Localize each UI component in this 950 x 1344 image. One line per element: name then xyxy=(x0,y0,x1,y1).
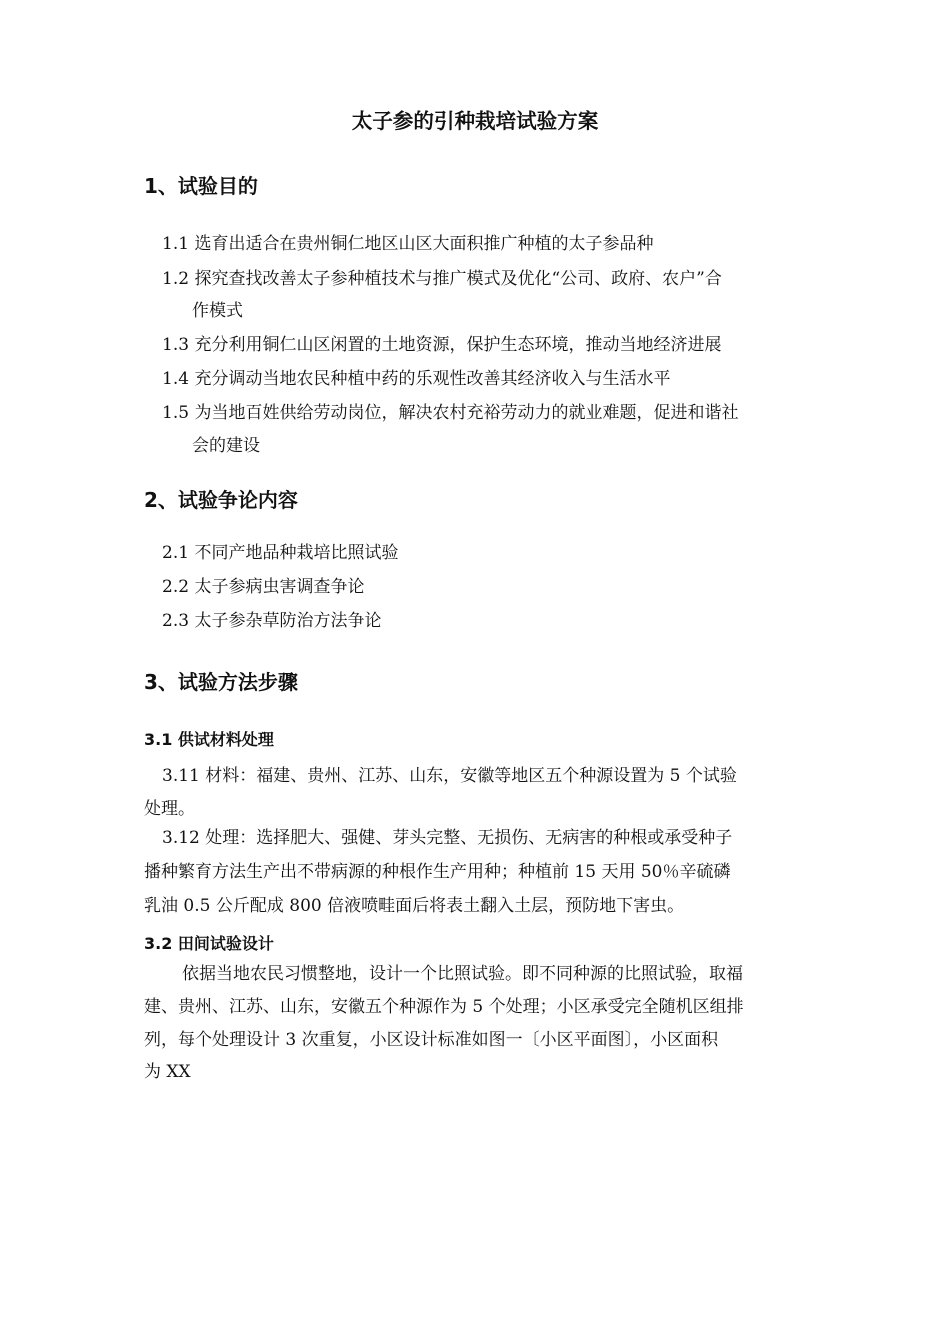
section-1-heading: 1、试验目的 xyxy=(144,174,258,198)
paragraph-line: 3.11 材料：福建、贵州、江苏、山东，安徽等地区五个种源设置为 5 个试验 xyxy=(162,766,737,786)
paragraph-line: 乳油 0.5 公斤配成 800 倍液喷畦面后将表土翻入土层，预防地下害虫。 xyxy=(144,896,685,916)
section-1-item: 1.4 充分调动当地农民种植中药的乐观性改善其经济收入与生活水平 xyxy=(162,369,671,389)
section-2-item: 2.2 太子参病虫害调查争论 xyxy=(162,577,365,597)
paragraph-line: 建、贵州、江苏、山东，安徽五个种源作为 5 个处理；小区承受完全随机区组排 xyxy=(144,997,744,1017)
section-1-item-continued: 会的建设 xyxy=(192,436,260,456)
subsection-3-2-heading: 3.2 田间试验设计 xyxy=(144,934,274,953)
subsection-3-1-heading: 3.1 供试材料处理 xyxy=(144,730,274,749)
section-2-item: 2.3 太子参杂草防治方法争论 xyxy=(162,611,382,631)
paragraph-line: 依据当地农民习惯整地，设计一个比照试验。即不同种源的比照试验，取福 xyxy=(182,964,743,984)
section-1-item: 1.1 选育出适合在贵州铜仁地区山区大面积推广种植的太子参品种 xyxy=(162,234,654,254)
section-2-heading: 2、试验争论内容 xyxy=(144,488,298,512)
paragraph-line: 3.12 处理：选择肥大、强健、芽头完整、无损伤、无病害的种根或承受种子 xyxy=(162,828,733,848)
paragraph-line: 列，每个处理设计 3 次重复，小区设计标准如图一〔小区平面图〕，小区面积 xyxy=(144,1030,719,1050)
section-1-item-continued: 作模式 xyxy=(192,301,243,321)
section-1-item: 1.5 为当地百姓供给劳动岗位，解决农村充裕劳动力的就业难题，促进和谐社 xyxy=(162,403,739,423)
paragraph-line: 为 XX xyxy=(144,1062,191,1082)
section-2-item: 2.1 不同产地品种栽培比照试验 xyxy=(162,543,399,563)
paragraph-line: 播种繁育方法生产出不带病源的种根作生产用种；种植前 15 天用 50％辛硫磷 xyxy=(144,862,731,882)
section-3-heading: 3、试验方法步骤 xyxy=(144,670,298,694)
section-1-item: 1.3 充分利用铜仁山区闲置的土地资源，保护生态环境，推动当地经济进展 xyxy=(162,335,722,355)
document-title: 太子参的引种栽培试验方案 xyxy=(351,109,599,133)
section-1-item: 1.2 探究查找改善太子参种植技术与推广模式及优化“公司、政府、农户”合 xyxy=(162,269,722,289)
paragraph-line: 处理。 xyxy=(144,799,195,819)
